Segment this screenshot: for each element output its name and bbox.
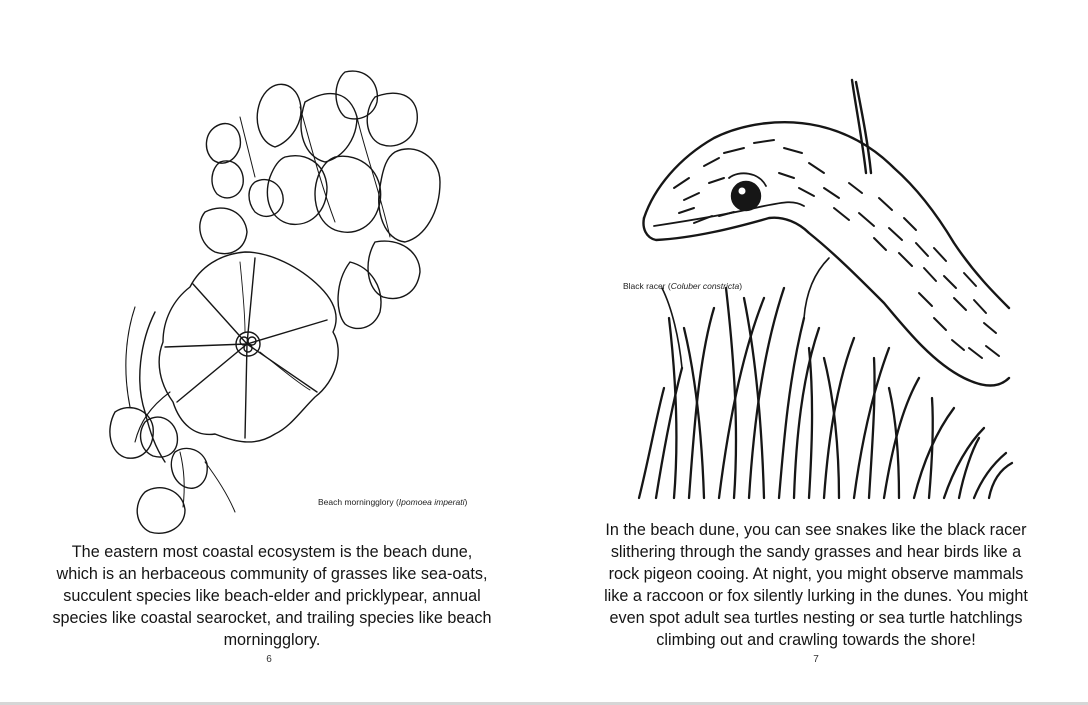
morningglory-flower-icon <box>95 62 455 537</box>
page-number: 7 <box>813 654 819 665</box>
right-page <box>544 0 1088 700</box>
figure-caption: Black racer (Coluber constricta) <box>623 281 743 291</box>
body-paragraph: The eastern most coastal ecosystem is the beach dune, which is an herbaceous community of grasses like sea-oats, succulent species like beach-elder and pricklypear, annual species like coastal searocket, and trailing species like beach morningglory. <box>52 543 492 649</box>
figure-caption: Beach morningglory (Ipomoea imperati) <box>318 497 468 507</box>
scientific-name: Coluber constricta <box>670 281 740 291</box>
left-page <box>0 0 544 700</box>
body-paragraph: In the beach dune, you can see snakes like the black racer slithering through the sandy grasses and hear birds like a rock pigeon cooing. At night, you might observe mammals like a raccoon or fox silently lurking in the dunes. You might even spot adult sea turtles nesting or sea turtle hatchlings climbing out and crawling towards the shore! <box>604 521 1028 649</box>
page-number: 6 <box>266 654 272 665</box>
scientific-name: Ipomoea imperati <box>398 497 465 507</box>
